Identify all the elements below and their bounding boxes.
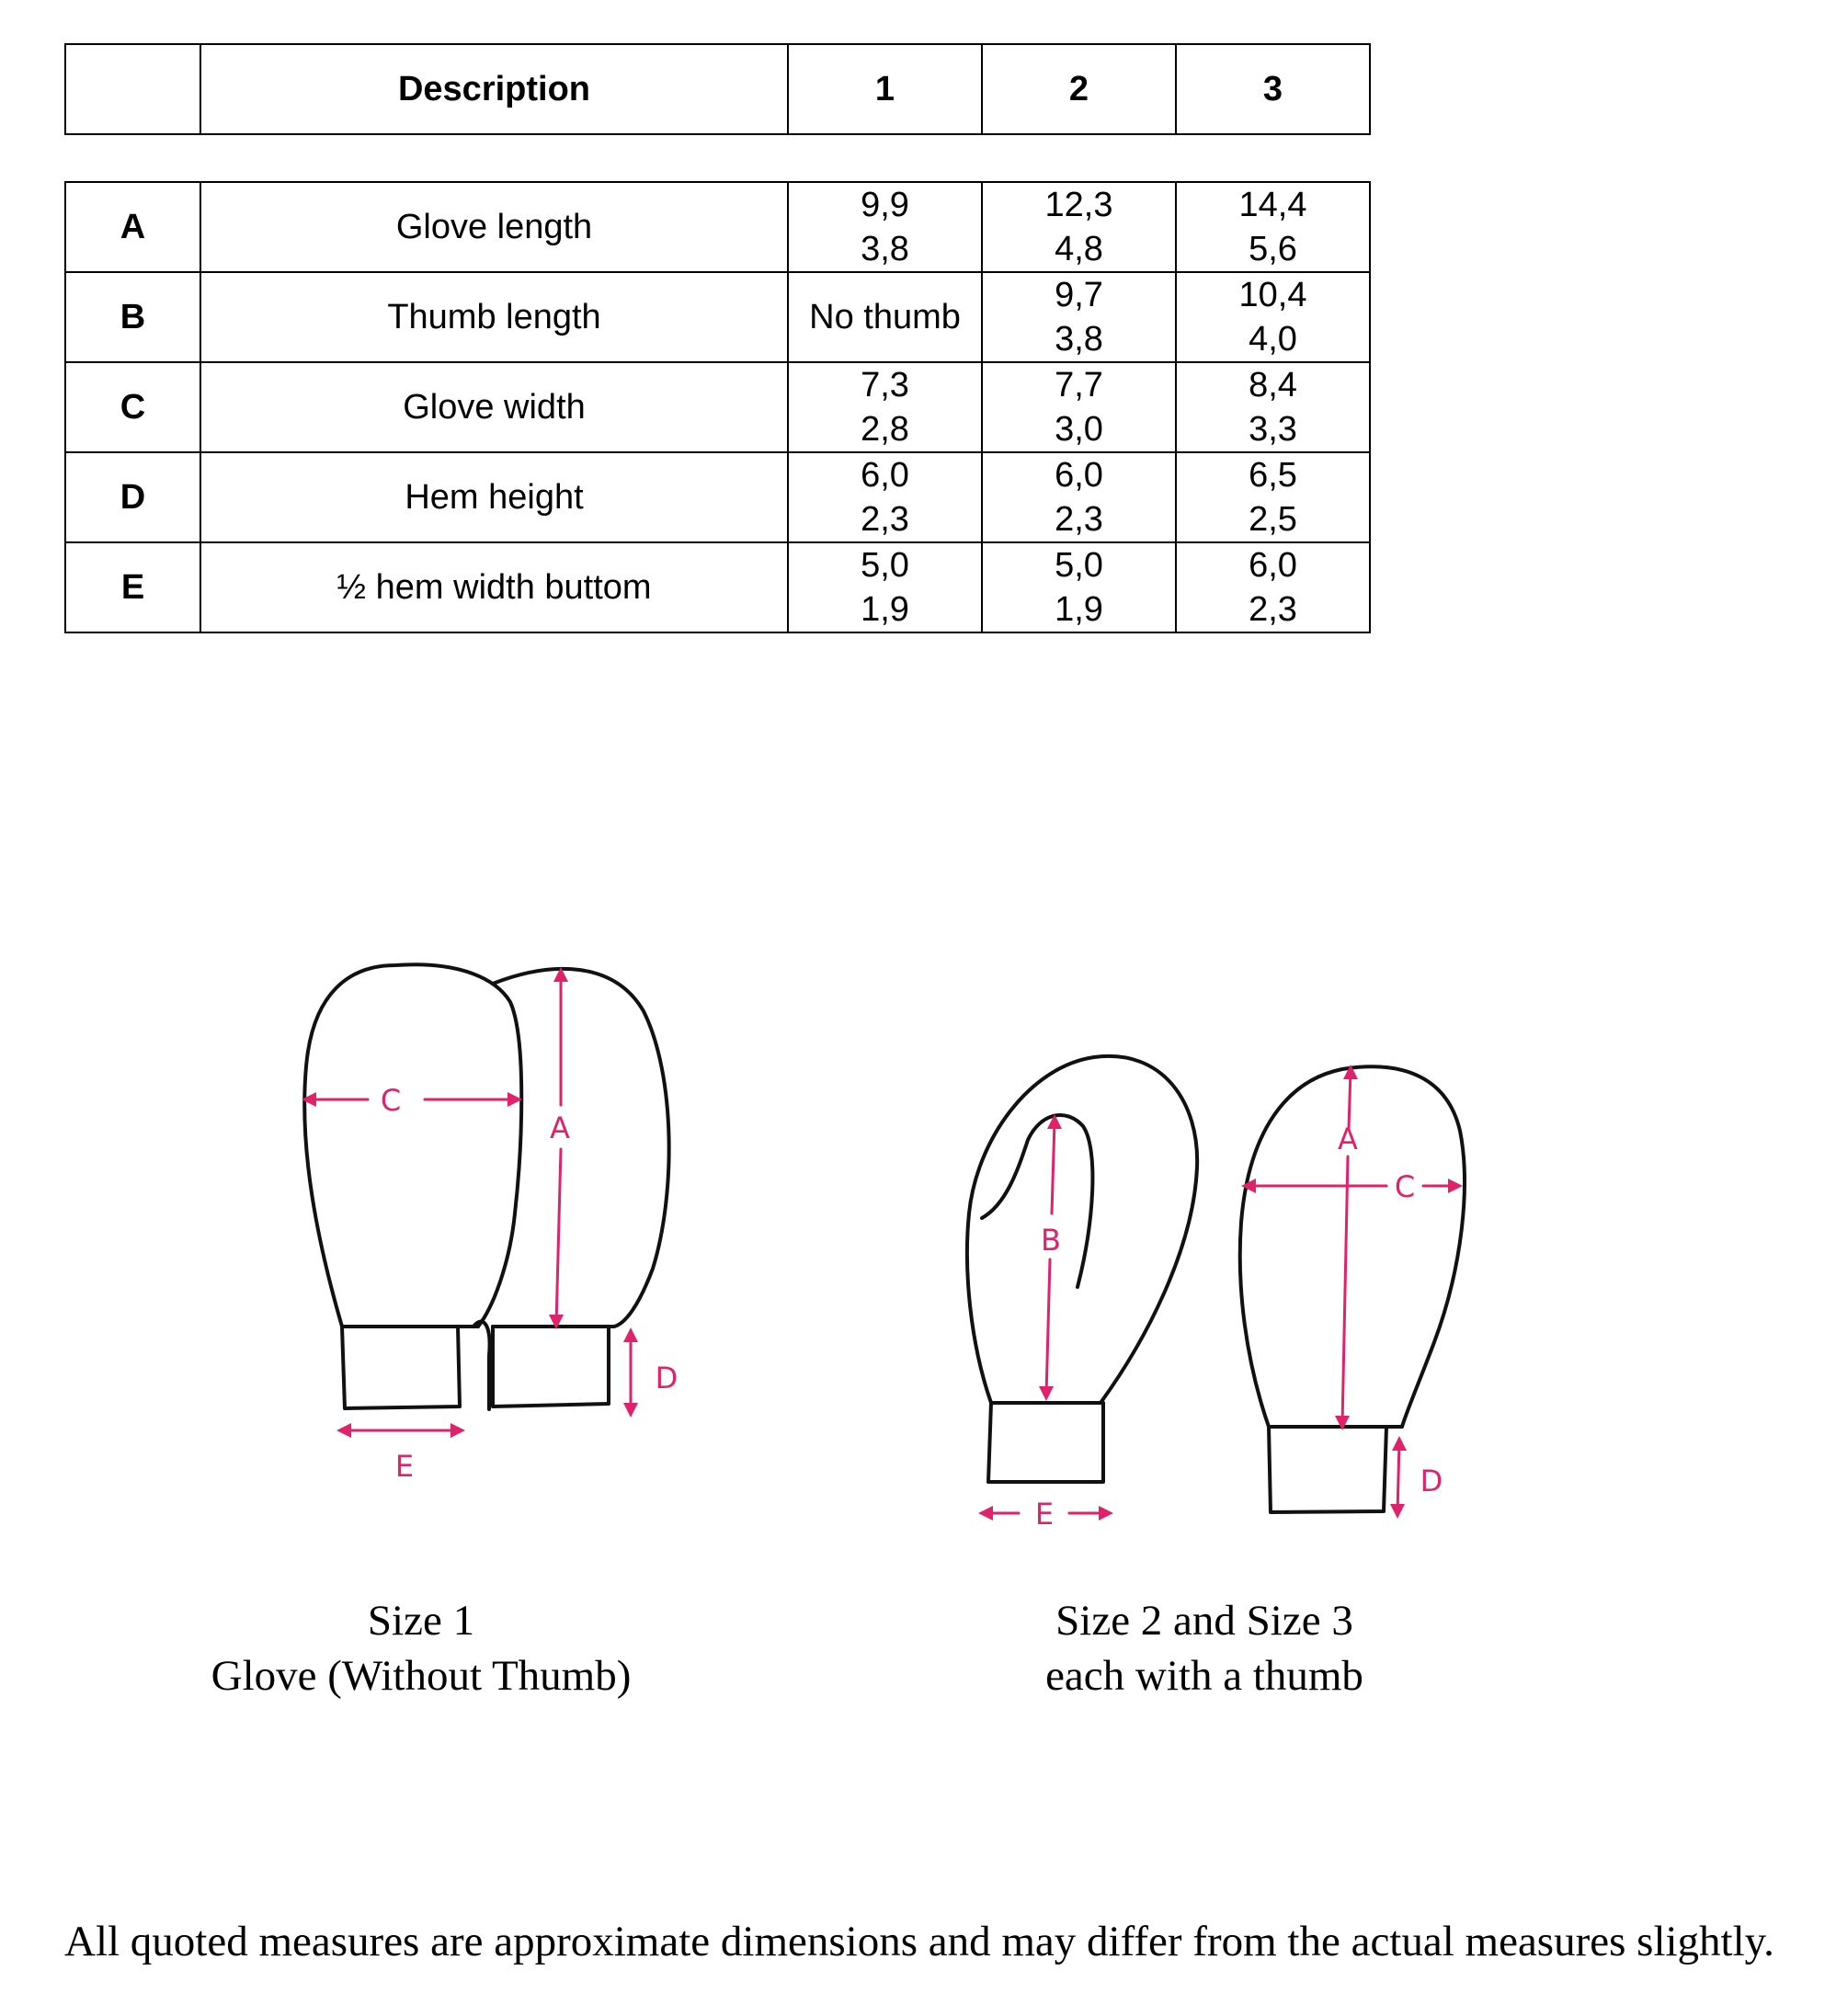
- size1-value-line: 6,0: [861, 456, 909, 495]
- header-size-2: 2: [982, 44, 1176, 134]
- size3-value-line: 4,0: [1249, 320, 1297, 359]
- size2-value-line: 5,0: [1055, 546, 1103, 585]
- size3-value-line: 6,5: [1249, 456, 1297, 495]
- size2-value-line: 9,7: [1055, 276, 1103, 314]
- size23-plain-hem-outline: [1269, 1427, 1386, 1512]
- row-description: Glove width: [200, 362, 788, 452]
- size23-label-a: A: [1338, 1122, 1358, 1156]
- size1-diagram: [302, 964, 678, 1484]
- size23-plain-diagram: [1240, 1065, 1465, 1519]
- size2-value-line: 1,9: [1055, 590, 1103, 629]
- row-description: Thumb length: [200, 272, 788, 362]
- size23-thumb-glove-outline: [967, 1056, 1197, 1403]
- footnote: All quoted measures are approximate dimensions and may differ from the actual measures slightly.: [64, 1918, 1774, 1965]
- row-key: E: [65, 542, 200, 632]
- caption-size23-line2: each with a thumb: [1045, 1652, 1363, 1700]
- row-key: C: [65, 362, 200, 452]
- size1-front-hem-outline: [342, 1322, 490, 1409]
- size1-value-line: 9,9: [861, 186, 909, 224]
- row-description: Hem height: [200, 452, 788, 542]
- size1-value-line: 5,0: [861, 546, 909, 585]
- size23-thumb-hem-outline: [988, 1403, 1103, 1482]
- caption-size1-line1: Size 1: [367, 1597, 475, 1645]
- caption-size23: [975, 1593, 1434, 1703]
- size1-value-line: 3,8: [861, 230, 909, 268]
- caption-size23-line1: Size 2 and Size 3: [1055, 1597, 1353, 1645]
- header-size-3: 3: [1176, 44, 1370, 134]
- size3-value-line: 2,5: [1249, 500, 1297, 539]
- size1-label-c: C: [380, 1083, 402, 1118]
- size23-label-d: D: [1420, 1464, 1443, 1498]
- row-key: D: [65, 452, 200, 542]
- row-description: ½ hem width buttom: [200, 542, 788, 632]
- size1-value-line: 1,9: [861, 590, 909, 629]
- size3-value-line: 10,4: [1238, 276, 1307, 314]
- size2-value-line: 12,3: [1044, 186, 1113, 224]
- size23-thumb-diagram: [967, 1056, 1197, 1532]
- header-description: Description: [200, 44, 788, 134]
- row-key: A: [65, 182, 200, 272]
- size1-front-glove-outline: [304, 964, 521, 1327]
- size3-value-line: 8,4: [1249, 366, 1297, 404]
- size23-thumb-outline: [982, 1115, 1092, 1287]
- size2-value-line: 7,7: [1055, 366, 1103, 404]
- size2-value-line: 6,0: [1055, 456, 1103, 495]
- size1-label-d: D: [655, 1361, 679, 1395]
- caption-size1: [200, 1593, 642, 1703]
- size23-label-c: C: [1394, 1169, 1416, 1204]
- size1-label-a: A: [550, 1111, 570, 1145]
- header-size-1: 1: [788, 44, 982, 134]
- size1-back-hem-outline: [493, 1327, 609, 1407]
- size1-value-line: 7,3: [861, 366, 909, 404]
- caption-size1-line2: Glove (Without Thumb): [211, 1652, 632, 1700]
- size23-label-b: B: [1041, 1223, 1061, 1258]
- size1-value-line: 2,8: [861, 410, 909, 449]
- size2-value-line: 3,0: [1055, 410, 1103, 449]
- size2-value-line: 3,8: [1055, 320, 1103, 359]
- row-description: Glove length: [200, 182, 788, 272]
- size3-value-line: 3,3: [1249, 410, 1297, 449]
- size2-value-line: 2,3: [1055, 500, 1103, 539]
- size1-value-line: No thumb: [809, 298, 961, 336]
- size3-value-line: 2,3: [1249, 590, 1297, 629]
- size23-label-e: E: [1034, 1497, 1055, 1532]
- size1-label-e: E: [394, 1449, 415, 1484]
- row-key: B: [65, 272, 200, 362]
- size1-value-line: 2,3: [861, 500, 909, 539]
- size3-value-line: 14,4: [1238, 186, 1307, 224]
- size3-value-line: 6,0: [1249, 546, 1297, 585]
- size2-value-line: 4,8: [1055, 230, 1103, 268]
- size3-value-line: 5,6: [1249, 230, 1297, 268]
